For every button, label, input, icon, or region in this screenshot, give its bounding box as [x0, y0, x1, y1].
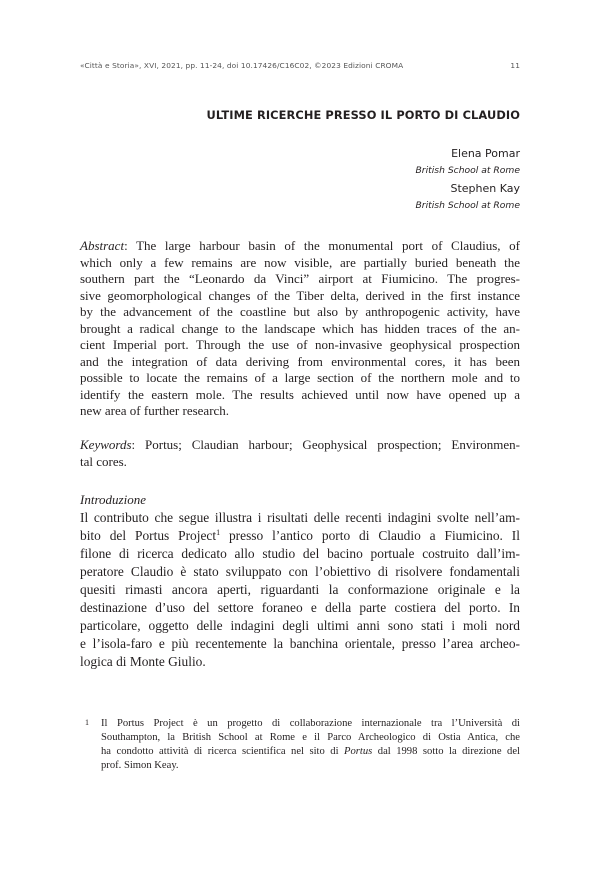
body-line: quesiti rimasti ancora aperti, riguardanti la conformazione originale e la	[80, 582, 520, 597]
section-heading: Introduzione	[80, 492, 146, 507]
footnote-ref[interactable]: 1	[216, 528, 221, 537]
abstract-line: new area of further research.	[80, 403, 230, 418]
article-title: ULTIME RICERCHE PRESSO IL PORTO DI CLAUDIO	[206, 108, 520, 122]
footnote-number: 1	[85, 718, 89, 727]
abstract-line: sive geomorphological changes of the Tiber delta, derived in the first instance	[80, 287, 520, 303]
footnote-line: Il Portus Project è un progetto di collaborazione internazionale tra l’Università di	[101, 718, 520, 729]
body-line: Il contributo che segue illustra i risultati delle recenti indagini svolte nell’am-	[80, 510, 520, 525]
body-line: peratore Claudio è stato sviluppato con l’obiettivo di risolvere fondamentali	[80, 564, 520, 579]
author-block	[416, 147, 521, 176]
body-line: destinazione d’uso del settore foraneo e della parte costiera del porto. In	[80, 600, 520, 615]
body-line: logica di Monte Giulio.	[80, 654, 206, 669]
footnote-line: Southampton, la British School at Rome e il Parco Archeologico di Ostia Antica, che	[101, 732, 520, 743]
body-line: e l’isola-faro e più recentemente la banchina orientale, presso l’area archeo-	[80, 636, 520, 651]
abstract-line: brought a radical change to the landscape which has hidden traces of the an-	[80, 320, 520, 336]
footnote	[80, 717, 520, 773]
keywords-label: Keywords	[80, 437, 132, 452]
author-affiliation: British School at Rome	[415, 200, 520, 211]
abstract-line: cient Imperial port. Through the use of non-invasive geophysical prospection	[80, 337, 520, 352]
keywords-line: Keywords: Portus; Claudian harbour; Geophysical prospection; Environmen-	[80, 437, 520, 452]
author-affiliation: British School at Rome	[415, 165, 520, 176]
abstract-line: which only a few remains are now visible, are partially buried beneath the	[80, 254, 520, 270]
abstract-label: Abstract	[80, 238, 125, 253]
footnote-line: prof. Simon Keay.	[101, 760, 179, 771]
abstract-line: Abstract: The large harbour basin of the monumental port of Claudius, of	[80, 238, 520, 253]
running-header	[80, 61, 520, 75]
author-block	[416, 182, 521, 211]
abstract-line: and the integration of data deriving from environmental cores, it has been	[80, 353, 520, 369]
abstract	[80, 238, 520, 420]
introduction-body	[80, 509, 520, 671]
author-name: Elena Pomar	[451, 147, 520, 160]
body-line: filone di ricerca dedicato allo studio del bacino portuale costruito dall’im-	[80, 546, 520, 561]
footnote-line: ha condotto attività di ricerca scientifica nel sito di Portus dal 1998 sotto la direzione del	[101, 746, 520, 757]
body-line: particolare, oggetto delle indagini degli ultimi anni sono stati i moli nord	[80, 618, 520, 633]
abstract-line: by the advancement of the coastline but also by anthropogenic activity, have	[80, 304, 520, 319]
page-number: 11	[510, 61, 520, 70]
author-name: Stephen Kay	[450, 182, 520, 195]
abstract-line: possible to locate the remains of a large section of the northern mole and to	[80, 370, 520, 385]
body-line: bito del Portus Project$^1$ presso l’antico porto di Claudio a Fiumicino. Il	[80, 528, 520, 543]
keywords	[80, 437, 520, 470]
journal-citation: «Città e Storia», XVI, 2021, pp. 11-24, doi 10.17426/C16C02, ©2023 Edizioni CROMA	[80, 61, 404, 70]
abstract-line: identify the eastern mole. The results achieved until now have opened up a	[80, 386, 520, 402]
abstract-line: southern part the “Leonardo da Vinci” airport at Fiumicino. The progres-	[80, 271, 520, 286]
keywords-line: tal cores.	[80, 453, 127, 469]
